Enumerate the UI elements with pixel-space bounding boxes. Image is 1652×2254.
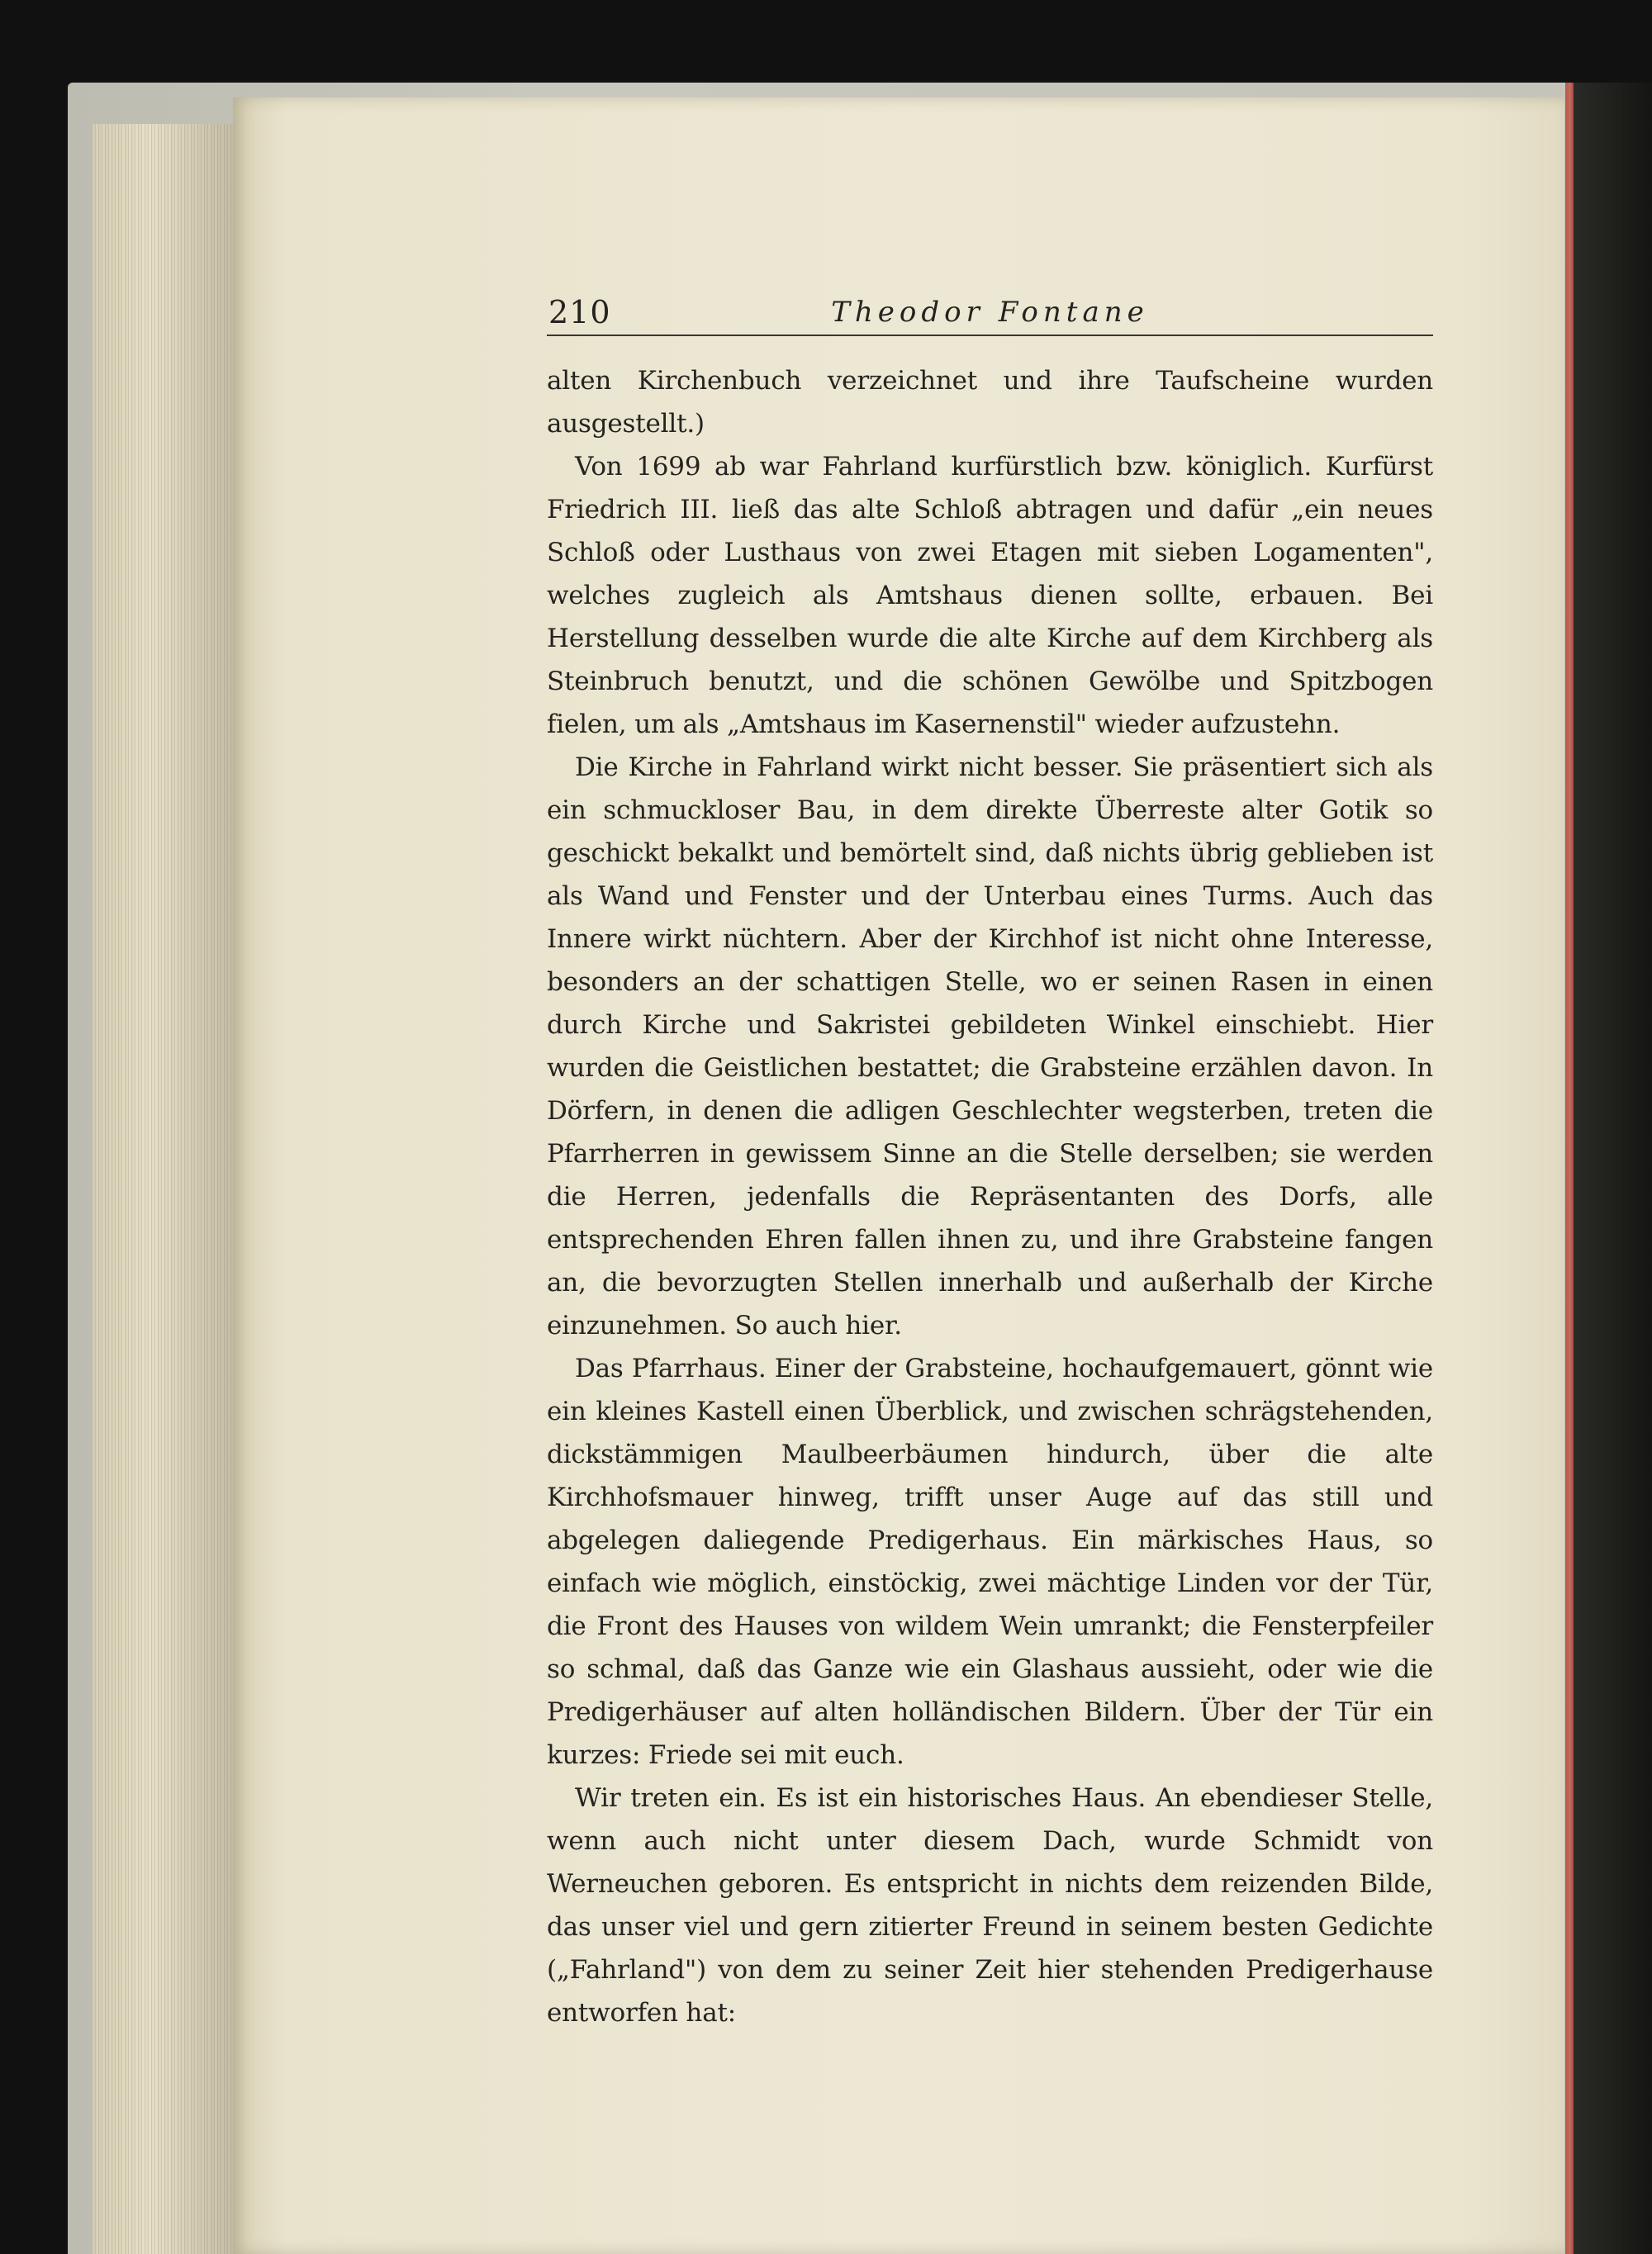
paragraph: Die Kirche in Fahrland wirkt nicht besser. Sie präsentiert sich als ein schmuckloser Bau, in dem direkte Überreste alter Gotik so geschickt bekalkt und bemörtelt sind, daß nichts übrig geblieben ist als Wand und Fenster und der Unterbau eines Turms. Auch das Innere wirkt nüchtern. Aber der Kirchhof ist nicht ohne Interesse, besonders an der schattigen Stelle, wo er seinen Rasen in einen durch Kirche und Sakristei gebildeten Winkel einschiebt. Hier wurden die Geistlichen bestattet; die Grabsteine erzählen davon. In Dörfern, in denen die adligen Geschlechter wegsterben, treten die Pfarrherren in gewissem Sinne an die Stelle derselben; sie werden die Herren, jedenfalls die Repräsentanten des Dorfs, alle entsprechenden Ehren fallen ihnen zu, und ihre Grabsteine fangen an, die bevorzugten Stellen innerhalb und außerhalb der Kirche einzunehmen. So auch hier. [547, 752, 1433, 1341]
page-stack-shading [93, 124, 237, 2254]
dark-margin [1574, 83, 1652, 2254]
paragraph: Das Pfarrhaus. Einer der Grabsteine, hochaufgemauert, gönnt wie ein kleines Kastell einen Überblick, und zwischen schrägstehenden, dickstämmigen Maulbeerbäumen hindurch, über die alte Kirchhofsmauer hinweg, trifft unser Auge auf das still und abgelegen daliegende Predigerhaus. Ein märkisches Haus, so einfach wie möglich, einstöckig, zwei mächtige Linden vor der Tür, die Front des Hauses von wildem Wein umrankt; die Fensterpfeiler so schmal, daß das Ganze wie ein Glashaus aussieht, oder wie die Predigerhäuser auf alten holländischen Bildern. Über der Tür ein kurzes: Friede sei mit euch. [547, 1354, 1433, 1770]
page-number: 210 [548, 294, 611, 330]
cover-red-edge [1565, 83, 1574, 2254]
running-title: Theodor Fontane [831, 296, 1149, 329]
paragraph: Von 1699 ab war Fahrland kurfürstlich bzw. königlich. Kurfürst Friedrich III. ließ das alte Schloß abtragen und dafür „ein neues Schloß oder Lusthaus von zwei Etagen mit sieben Logamenten", welches zugleich als Amtshaus dienen sollte, erbauen. Bei Herstellung desselben wurde die alte Kirche auf dem Kirchberg als Steinbruch benutzt, und die schönen Gewölbe und Spitzbogen fielen, um als „Amtshaus im Kasernenstil" wieder aufzustehn. [547, 452, 1433, 739]
body-text [547, 359, 1433, 2034]
running-head [547, 293, 1433, 336]
page-content [547, 293, 1433, 2034]
paragraph: alten Kirchenbuch verzeichnet und ihre Taufscheine wurden ausgestellt.) [547, 366, 1433, 439]
paragraph: Wir treten ein. Es ist ein historisches Haus. An ebendieser Stelle, wenn auch nicht unter diesem Dach, wurde Schmidt von Werneuchen geboren. Es entspricht in nichts dem reizenden Bilde, das unser viel und gern zitierter Freund in seinem besten Gedichte („Fahrland") von dem zu seiner Zeit hier stehenden Predigerhause entworfen hat: [547, 1783, 1433, 2028]
